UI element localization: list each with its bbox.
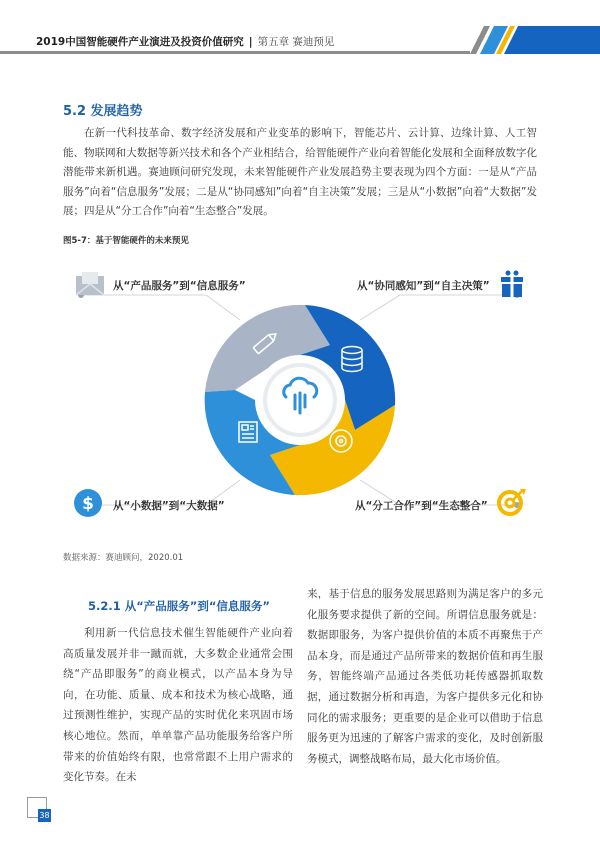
section-title: 5.2 发展趋势 [63, 104, 143, 119]
page-number: 38 [39, 811, 50, 820]
trend-label-division-to-ecosystem: 从“分工合作”到“生态整合” [355, 500, 488, 512]
figure-caption: 图5-7：基于智能硬件的未来预见 [63, 236, 189, 246]
header-stripes-decoration [460, 26, 600, 54]
report-title: 2019中国智能硬件产业演进及投资价值研究 [36, 36, 244, 48]
gift-icon [501, 271, 523, 298]
subsection-title: 5.2.1 从“产品服务”到“信息服务” [88, 599, 270, 613]
trend-label-small-to-big-data: 从“小数据”到“大数据” [113, 500, 225, 512]
data-source: 数据来源：赛迪顾问，2020.01 [63, 553, 184, 563]
page-header [0, 0, 600, 60]
target-icon [499, 489, 526, 514]
envelope-icon [76, 272, 104, 295]
header-rule [0, 51, 470, 54]
trend-label-collab-to-autonomous: 从“协同感知”到“自主决策” [357, 280, 490, 292]
header-separator: | [248, 36, 253, 48]
dollar-icon [74, 489, 102, 517]
trend-label-product-to-info: 从“产品服务”到“信息服务” [113, 280, 246, 292]
diagram-graphic [0, 255, 600, 535]
body-column-right: 来，基于信息的服务发展思路则为满足客户的多元化服务要求提供了新的空间。所谓信息服务就是：数据即服务，为客户提供价值的本质不再聚焦于产品本身，而是通过产品所带来的数据价值和再生服务，智能终端产品通过各类低功耗传感器抓取数据，通过数据分析和再造，为客户提供多元化和协同化的需求服务；更重要的是企业可以借助于信息服务更为迅速的了解客户需求的变化，及时创新服务模式，调整战略布局，最大化市场价值。 [307, 588, 543, 765]
intro-paragraph: 在新一代科技革命、数字经济发展和产业变革的影响下，智能芯片、云计算、边缘计算、人工智能、物联网和大数据等新兴技术和各个产业相结合，给智能硬件产业向着智能化发展和全面释放数字化潜能带来新机遇。赛迪顾问研究发现，未来智能硬件产业发展趋势主要表现为四个方面：一是从“产品服务”向着“信息服务”发展；二是从“协同感知”向着“自主决策”发展；三是从“小数据”向着“大数据”发展；四是从“分工合作”向着“生态整合”发展。 [63, 127, 537, 217]
svg-text:$: $ [82, 494, 94, 514]
header-title [36, 34, 334, 49]
chapter-title: 第五章 赛迪预见 [257, 36, 335, 48]
future-outlook-diagram [0, 255, 600, 535]
body-column-left: 利用新一代信息技术催生智能硬件产业向着高质量发展并非一蹴而就，大多数企业通常会围绕“产品即服务”的商业模式，以产品本身为导向，在功能、质量、成本和技术为核心战略，通过预测性维护，实现产品的实时优化来巩固市场核心地位。然而，单单靠产品功能服务给客户所带来的价值始终有限，也常常跟不上用户需求的变化节奏。在未 [63, 627, 293, 784]
